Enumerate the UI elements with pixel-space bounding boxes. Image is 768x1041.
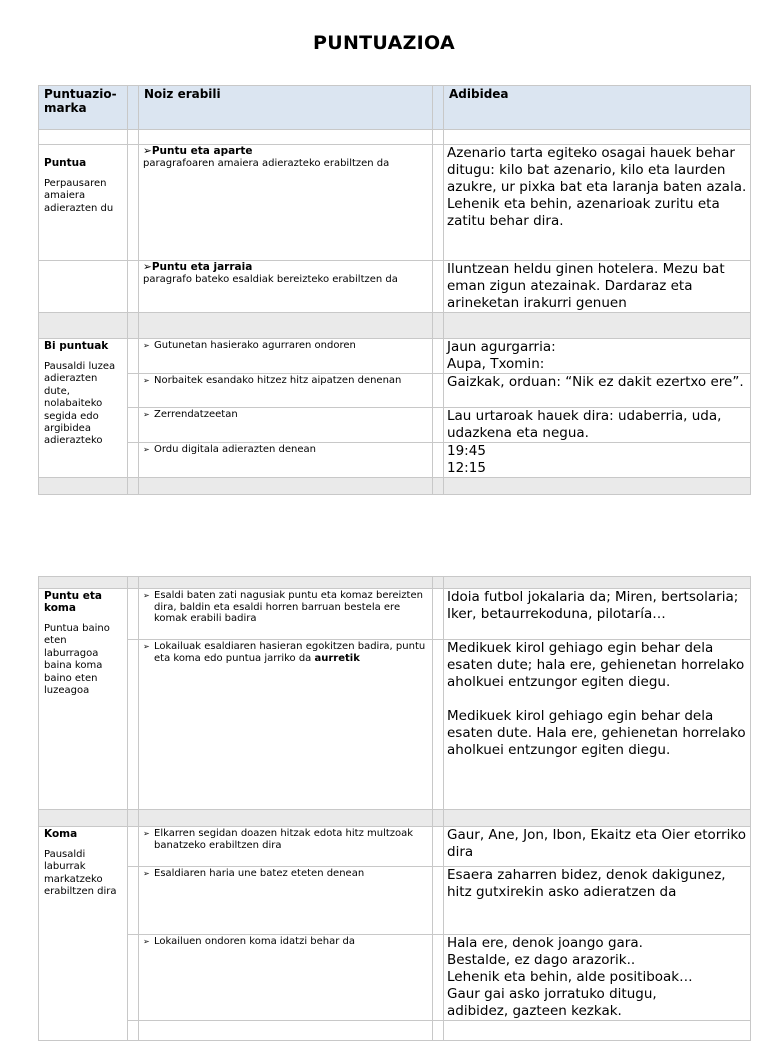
example-text: Iluntzean heldu ginen hotelera. Mezu bat eman zigun atezainak. Dardaraz eta arineketan irakurri genuen bbox=[447, 261, 725, 311]
usage-text: Norbaitek esandako hitzez hitz aipatzen denenan bbox=[154, 375, 402, 386]
example-text: Azenario tarta egiteko osagai hauek behar ditugu: kilo bat azenario, kilo eta laurden azukre, ur pixka bat eta laranja baten azala. bbox=[447, 145, 747, 195]
mark-name: Koma bbox=[44, 828, 78, 840]
arrow-bullet-icon: ➢ bbox=[143, 937, 150, 946]
example-text: Hala ere, denok joango gara. bbox=[447, 935, 643, 951]
usage-cell bbox=[139, 827, 432, 851]
usage-cell bbox=[139, 867, 432, 880]
example-text: 12:15 bbox=[447, 460, 486, 476]
punctuation-table-1 bbox=[38, 85, 751, 495]
usage-text: Gutunetan hasierako agurraren ondoren bbox=[154, 340, 356, 351]
usage-text: Esaldiaren haria une batez eteten denean bbox=[154, 868, 365, 879]
example-text: Jaun agurgarria: bbox=[447, 339, 556, 355]
example-text: Medikuek kirol gehiago egin behar dela esaten dute. Hala ere, gehienetan horrelako aholkuei entzungor egiten diegu. bbox=[447, 708, 746, 758]
usage-cell bbox=[139, 589, 432, 625]
example-text: Esaera zaharren bidez, denok dakigunez, hitz gutxirekin asko adieratzen da bbox=[447, 867, 726, 900]
usage-cell bbox=[139, 408, 432, 421]
example-cell bbox=[444, 145, 750, 230]
example-text: Lehenik eta behin, alde positiboak… bbox=[447, 969, 693, 985]
example-cell bbox=[444, 935, 750, 1020]
example-cell bbox=[444, 827, 750, 861]
arrow-bullet-icon: ➢ bbox=[143, 869, 150, 878]
arrow-bullet-icon: ➢ bbox=[143, 376, 150, 385]
arrow-bullet-icon: ➢ bbox=[143, 341, 150, 350]
arrow-bullet-icon: ➢ bbox=[143, 410, 150, 419]
mark-cell-puntua bbox=[39, 145, 127, 215]
mark-cell-bi-puntuak bbox=[39, 339, 127, 448]
mark-description: Perpausaren amaiera adierazten du bbox=[44, 178, 114, 214]
usage-text: Elkarren segidan doazen hitzak edota hitz multzoak banatzeko erabiltzen dira bbox=[154, 828, 414, 851]
mark-description: Puntua baino eten laburragoa baina koma baino eten luzeagoa bbox=[44, 623, 110, 697]
separator-row bbox=[39, 313, 751, 339]
separator-row bbox=[39, 577, 751, 589]
usage-cell bbox=[139, 935, 432, 948]
example-text: Lehenik eta behin, azenarioak zuritu eta zatitu behar dira. bbox=[447, 196, 720, 229]
usage-text: Esaldi baten zati nagusiak puntu eta komaz bereizten dira, baldin eta esaldi horren barruan bestela ere komak erabili badira bbox=[154, 590, 423, 624]
example-cell bbox=[444, 589, 750, 623]
blank-row bbox=[39, 130, 751, 145]
table-row bbox=[39, 935, 751, 1021]
usage-cell bbox=[139, 640, 432, 664]
arrow-bullet-icon: ➢ bbox=[143, 642, 150, 651]
example-text: Lau urtaroak hauek dira: udaberria, uda, udazkena eta negua. bbox=[447, 408, 722, 441]
table-row bbox=[39, 339, 751, 374]
table-row bbox=[39, 867, 751, 935]
table-header-row bbox=[39, 86, 751, 130]
example-cell bbox=[444, 374, 750, 391]
mark-description: Pausaldi laburrak markatzeko erabiltzen dira bbox=[44, 849, 117, 898]
mark-name: Puntua bbox=[44, 157, 87, 169]
example-cell bbox=[444, 408, 750, 442]
example-text: Gaur, Ane, Jon, Ibon, Ekaitz eta Oier etorriko dira bbox=[447, 827, 746, 860]
separator-row bbox=[39, 478, 751, 495]
example-text: Gaizkak, orduan: “Nik ez dakit ezertxo ere”. bbox=[447, 374, 744, 390]
example-text: 19:45 bbox=[447, 443, 486, 459]
usage-cell bbox=[139, 261, 432, 285]
example-cell bbox=[444, 640, 750, 759]
table-row bbox=[39, 261, 751, 313]
table-row bbox=[39, 640, 751, 810]
table-row bbox=[39, 443, 751, 478]
mark-name: Bi puntuak bbox=[44, 340, 109, 352]
usage-cell bbox=[139, 374, 432, 387]
usage-text: Zerrendatzeetan bbox=[154, 409, 238, 420]
usage-heading: Puntu eta jarraia bbox=[151, 261, 253, 273]
usage-text: paragrafo bateko esaldiak bereizteko erabiltzen da bbox=[143, 273, 398, 285]
mark-name: Puntu eta koma bbox=[44, 590, 103, 614]
mark-cell-puntu-eta-koma bbox=[39, 589, 127, 697]
usage-cell bbox=[139, 443, 432, 456]
example-text: Aupa, Txomin: bbox=[447, 356, 545, 372]
header-when: Noiz erabili bbox=[144, 87, 221, 101]
usage-text: paragrafoaren amaiera adierazteko erabiltzen da bbox=[143, 157, 390, 169]
usage-bold-word: aurretik bbox=[314, 652, 360, 664]
punctuation-table-2 bbox=[38, 576, 751, 1041]
example-cell bbox=[444, 261, 750, 312]
usage-heading: Puntu eta aparte bbox=[151, 145, 253, 157]
header-mark: Puntuazio-marka bbox=[44, 87, 117, 115]
arrow-bullet-icon: ➢ bbox=[143, 591, 150, 600]
usage-cell bbox=[139, 145, 432, 169]
usage-text: Lokailuak esaldiaren hasieran egokitzen badira, puntu eta koma edo puntua jarriko da bbox=[154, 641, 426, 664]
example-cell bbox=[444, 443, 750, 477]
table-row bbox=[39, 374, 751, 408]
table-row bbox=[39, 145, 751, 261]
example-text: Medikuek kirol gehiago egin behar dela esaten dute; hala ere, gehienetan horrelako aholkuei entzungor egiten diegu. bbox=[447, 640, 745, 690]
usage-text: Lokailuen ondoren koma idatzi behar da bbox=[154, 936, 356, 947]
table-row bbox=[39, 408, 751, 443]
example-text: Gaur gai asko jorratuko ditugu, bbox=[447, 986, 657, 1002]
table-row bbox=[39, 589, 751, 640]
page-title: PUNTUAZIOA bbox=[313, 32, 455, 54]
arrow-bullet-icon: ➢ bbox=[143, 829, 150, 838]
example-text: adibidez, gazteen kezkak. bbox=[447, 1003, 622, 1019]
header-example: Adibidea bbox=[449, 87, 509, 101]
example-cell bbox=[444, 867, 750, 901]
example-text: Idoia futbol jokalaria da; Miren, bertsolaria; Iker, betaurrekoduna, pilotaría… bbox=[447, 589, 739, 622]
mark-description: Pausaldi luzea adierazten dute, nolabaiteko segida edo argibidea adierazteko bbox=[44, 361, 116, 447]
table-row bbox=[39, 827, 751, 867]
arrow-bullet-icon: ➢ bbox=[143, 261, 152, 273]
example-cell bbox=[444, 339, 750, 373]
mark-cell-koma bbox=[39, 827, 127, 899]
separator-row bbox=[39, 810, 751, 827]
usage-cell bbox=[139, 339, 432, 352]
arrow-bullet-icon: ➢ bbox=[143, 145, 152, 157]
example-text: Bestalde, ez dago arazorik.. bbox=[447, 952, 636, 968]
arrow-bullet-icon: ➢ bbox=[143, 445, 150, 454]
usage-text: Ordu digitala adierazten denean bbox=[154, 444, 316, 455]
